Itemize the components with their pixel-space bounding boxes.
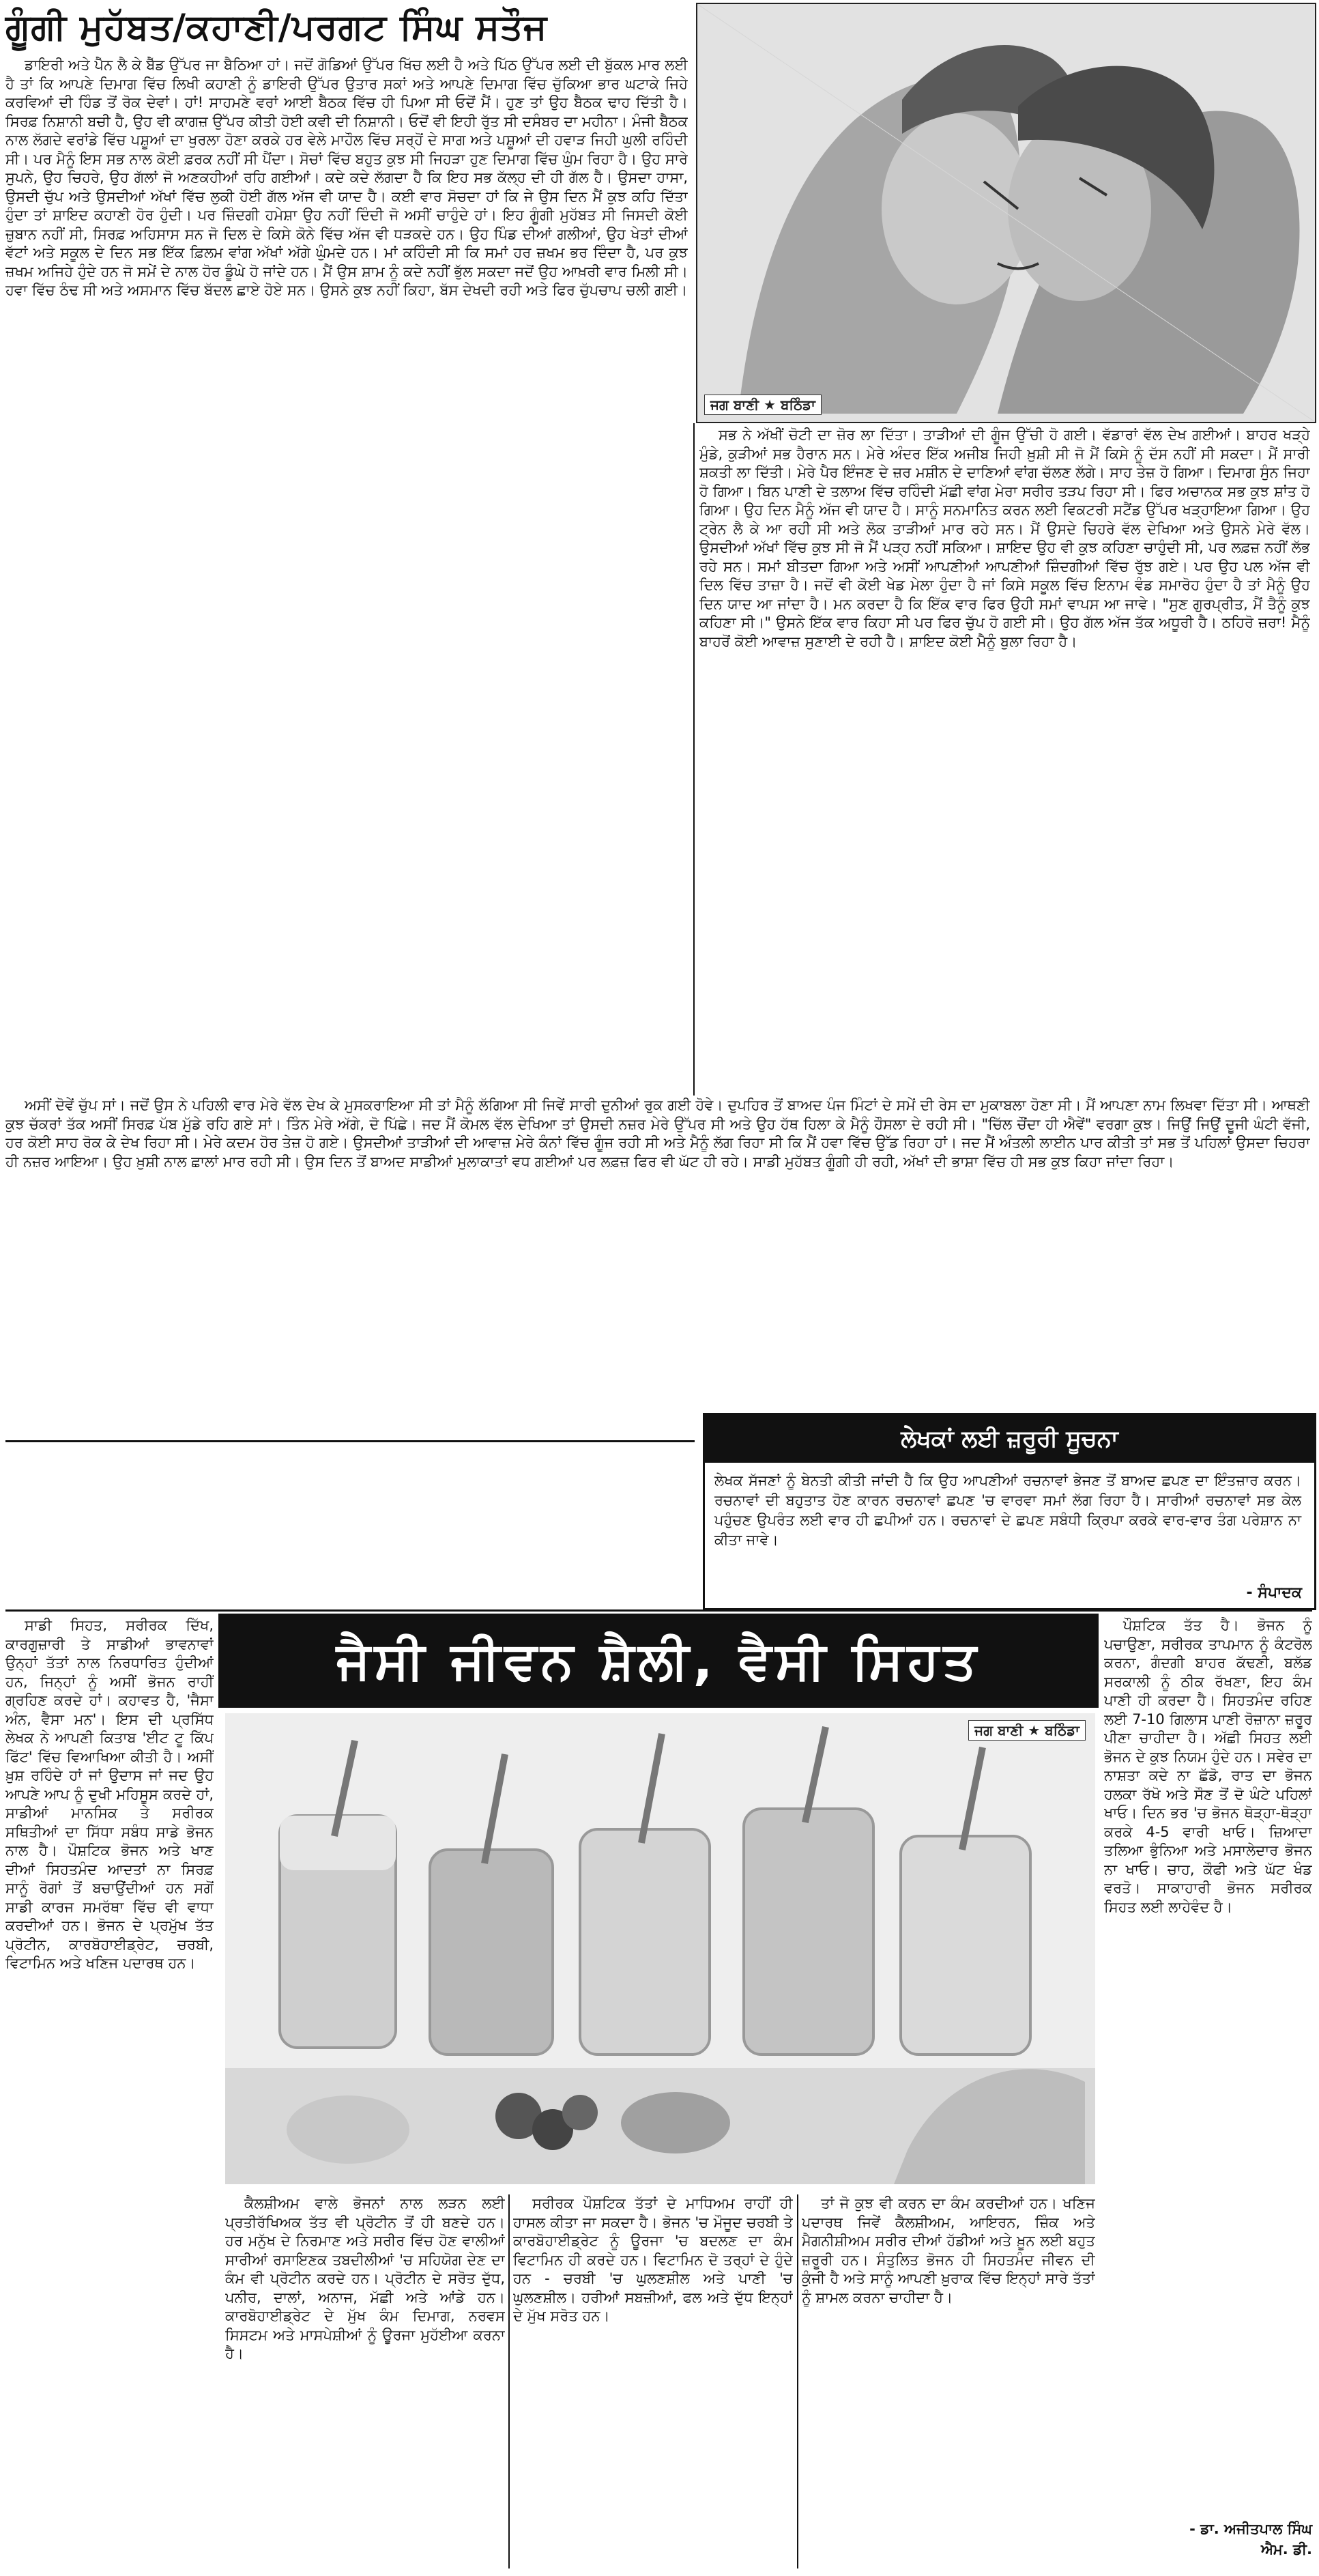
newspaper-watermark: ਜਗ ਬਾਣੀ ★ ਬਠਿੰਡਾ (704, 395, 822, 415)
section-divider (5, 1440, 695, 1442)
health-paragraph: ਤਾਂ ਜੋ ਕੁਝ ਵੀ ਕਰਨ ਦਾ ਕੰਮ ਕਰਦੀਆਂ ਹਨ। ਖਣਿਜ ਪਦਾਰਥ ਜਿਵੇਂ ਕੈਲਸ਼ੀਅਮ, ਆਇਰਨ, ਜ਼ਿੰਕ ਅਤੇ ਮੈਗਨੀਸ਼ੀਅਮ ਸਰੀਰ ਦੀਆਂ ਹੱਡੀਆਂ ਅਤੇ ਖ਼ੂਨ ਲਈ ਬਹੁਤ ਜ਼ਰੂਰੀ ਹਨ। ਸੰਤੁਲਿਤ ਭੋਜਨ ਹੀ ਸਿਹਤਮੰਦ ਜੀਵਨ ਦੀ ਕੁੰਜੀ ਹੈ ਅਤੇ ਸਾਨੂੰ ਆਪਣੀ ਖ਼ੁਰਾਕ ਵਿੱਚ ਇਨ੍ਹਾਂ ਸਾਰੇ ਤੱਤਾਂ ਨੂੰ ਸ਼ਾਮਲ ਕਰਨਾ ਚਾਹੀਦਾ ਹੈ। (802, 2195, 1095, 2306)
notice-heading: ਲੇਖਕਾਂ ਲਈ ਜ਼ਰੂਰੀ ਸੂਚਨਾ (705, 1415, 1314, 1463)
health-paragraph: ਕੈਲਸ਼ੀਅਮ ਵਾਲੇ ਭੋਜਨਾਂ ਨਾਲ ਲੜਨ ਲਈ ਪ੍ਰਤੀਰੱਖਿਅਕ ਤੱਤ ਵੀ ਪ੍ਰੋਟੀਨ ਤੋਂ ਹੀ ਬਣਦੇ ਹਨ। ਹਰ ਮਨੁੱਖ ਦੇ ਨਿਰਮਾਣ ਅਤੇ ਸਰੀਰ ਵਿੱਚ ਹੋਣ ਵਾਲੀਆਂ ਸਾਰੀਆਂ ਰਸਾਇਣਕ ਤਬਦੀਲੀਆਂ 'ਚ ਸਹਿਯੋਗ ਦੇਣ ਦਾ ਕੰਮ ਵੀ ਪ੍ਰੋਟੀਨ ਕਰਦੇ ਹਨ। ਪ੍ਰੋਟੀਨ ਦੇ ਸਰੋਤ ਦੁੱਧ, ਪਨੀਰ, ਦਾਲਾਂ, ਅਨਾਜ, ਮੱਛੀ ਅਤੇ ਆਂਡੇ ਹਨ। ਕਾਰਬੋਹਾਈਡ੍ਰੇਟ ਦੇ ਮੁੱਖ ਕੰਮ ਦਿਮਾਗ, ਨਰਵਸ ਸਿਸਟਮ ਅਤੇ ਮਾਸਪੇਸ਼ੀਆਂ ਨੂੰ ਊਰਜਾ ਮੁਹੱਈਆ ਕਰਨਾ ਹੈ। (225, 2195, 505, 2362)
column-divider (797, 2194, 798, 2568)
newspaper-watermark: ਜਗ ਬਾਣੀ ★ ਬਠਿੰਡਾ (968, 1720, 1086, 1741)
health-author-byline: - ਡਾ. ਅਜੀਤਪਾਲ ਸਿੰਘ ਐਮ. ਡੀ. (1189, 2521, 1312, 2558)
health-column-2 (513, 2194, 793, 2568)
notice-signature: - ਸੰਪਾਦਕ (1246, 1584, 1302, 1601)
column-divider (508, 2194, 510, 2568)
story-paragraph: ਡਾਇਰੀ ਅਤੇ ਪੈੱਨ ਲੈ ਕੇ ਬੈੱਡ ਉੱਪਰ ਜਾ ਬੈਠਿਆ ਹਾਂ। ਜਦੋਂ ਗੋਡਿਆਂ ਉੱਪਰ ਖਿੱਚ ਲਈ ਹੈ ਅਤੇ ਪਿੱਠ ਉੱਪਰ ਲਈ ਦੀ ਬੁੱਕਲ ਮਾਰ ਲਈ ਹੈ ਤਾਂ ਕਿ ਆਪਣੇ ਦਿਮਾਗ ਵਿੱਚ ਲਿਖੀ ਕਹਾਣੀ ਨੂੰ ਡਾਇਰੀ ਉੱਪਰ ਉਤਾਰ ਸਕਾਂ ਅਤੇ ਆਪਣੇ ਦਿਮਾਗ ਵਿੱਚ ਚੁੱਕਿਆ ਭਾਰ ਘਟਾਕੇ ਜਿਹੇ ਕਰਵਿਆਂ ਦੀ ਹਿੰਡ ਤੋਂ ਰੋਕ ਦੇਵਾਂ। ਹਾਂ! ਸਾਹਮਣੇ ਵਰਾਂ ਆਈ ਬੈਠਕ ਵਿੱਚ ਹੀ ਪਿਆ ਸੀ ਓਦੋਂ ਮੈਂ। ਹੁਣ ਤਾਂ ਉਹ ਬੈਠਕ ਢਾਹ ਦਿੱਤੀ ਹੈ। ਸਿਰਫ਼ ਨਿਸ਼ਾਨੀ ਬਚੀ ਹੈ, ਉਹ ਵੀ ਕਾਗਜ਼ ਉੱਪਰ ਕੀਤੀ ਹੋਈ ਕਵੀ ਦੀ ਨਿਸ਼ਾਨੀ। ਓਦੋਂ ਵੀ ਇਹੀ ਰੁੱਤ ਸੀ ਦਸੰਬਰ ਦਾ ਮਹੀਨਾ। ਮੰਜੀ ਬੈਠਕ ਨਾਲ ਲੱਗਦੇ ਵਰਾਂਡੇ ਵਿੱਚ ਪਸ਼ੂਆਂ ਦਾ ਖੁਰਲਾ ਹੋਣਾ ਕਰਕੇ ਹਰ ਵੇਲੇ ਮਾਹੌਲ ਵਿੱਚ ਸਰ੍ਹੋਂ ਦੇ ਸਾਗ ਅਤੇ ਪਸ਼ੂਆਂ ਦੀ ਹਵਾੜ ਜਿਹੀ ਘੁਲੀ ਰਹਿੰਦੀ ਸੀ। ਪਰ ਮੈਨੂੰ ਇਸ ਸਭ ਨਾਲ ਕੋਈ ਫ਼ਰਕ ਨਹੀਂ ਸੀ ਪੈਂਦਾ। ਸੋਚਾਂ ਵਿੱਚ ਬਹੁਤ ਕੁਝ ਸੀ ਜਿਹੜਾ ਹੁਣ ਦਿਮਾਗ ਵਿੱਚ ਘੁੰਮ ਰਿਹਾ ਹੈ। ਉਹ ਸਾਰੇ ਸੁਪਨੇ, ਉਹ ਚਿਹਰੇ, ਉਹ ਗੱਲਾਂ ਜੋ ਅਣਕਹੀਆਂ ਰਹਿ ਗਈਆਂ। ਕਦੇ ਕਦੇ ਲੱਗਦਾ ਹੈ ਕਿ ਇਹ ਸਭ ਕੱਲ੍ਹ ਦੀ ਹੀ ਗੱਲ ਹੈ। ਉਸਦਾ ਹਾਸਾ, ਉਸਦੀ ਚੁੱਪ ਅਤੇ ਉਸਦੀਆਂ ਅੱਖਾਂ ਵਿੱਚ ਲੁਕੀ ਹੋਈ ਗੱਲ ਅੱਜ ਵੀ ਯਾਦ ਹੈ। ਕਈ ਵਾਰ ਸੋਚਦਾ ਹਾਂ ਕਿ ਜੇ ਉਸ ਦਿਨ ਮੈਂ ਕੁਝ ਕਹਿ ਦਿੱਤਾ ਹੁੰਦਾ ਤਾਂ ਸ਼ਾਇਦ ਕਹਾਣੀ ਹੋਰ ਹੁੰਦੀ। ਪਰ ਜ਼ਿੰਦਗੀ ਹਮੇਸ਼ਾ ਉਹ ਨਹੀਂ ਦਿੰਦੀ ਜੋ ਅਸੀਂ ਚਾਹੁੰਦੇ ਹਾਂ। ਇਹ ਗੂੰਗੀ ਮੁਹੱਬਤ ਸੀ ਜਿਸਦੀ ਕੋਈ ਜ਼ੁਬਾਨ ਨਹੀਂ ਸੀ, ਸਿਰਫ਼ ਅਹਿਸਾਸ ਸਨ ਜੋ ਦਿਲ ਦੇ ਕਿਸੇ ਕੋਨੇ ਵਿੱਚ ਅੱਜ ਵੀ ਧੜਕਦੇ ਹਨ। ਉਹ ਪਿੰਡ ਦੀਆਂ ਗਲੀਆਂ, ਉਹ ਖੇਤਾਂ ਦੀਆਂ ਵੱਟਾਂ ਅਤੇ ਸਕੂਲ ਦੇ ਦਿਨ ਸਭ ਇੱਕ ਫ਼ਿਲਮ ਵਾਂਗ ਅੱਖਾਂ ਅੱਗੇ ਘੁੰਮਦੇ ਹਨ। ਮਾਂ ਕਹਿੰਦੀ ਸੀ ਕਿ ਸਮਾਂ ਹਰ ਜ਼ਖਮ ਭਰ ਦਿੰਦਾ ਹੈ, ਪਰ ਕੁਝ ਜ਼ਖਮ ਅਜਿਹੇ ਹੁੰਦੇ ਹਨ ਜੋ ਸਮੇਂ ਦੇ ਨਾਲ ਹੋਰ ਡੂੰਘੇ ਹੋ ਜਾਂਦੇ ਹਨ। ਮੈਂ ਉਸ ਸ਼ਾਮ ਨੂੰ ਕਦੇ ਨਹੀਂ ਭੁੱਲ ਸਕਦਾ ਜਦੋਂ ਉਹ ਆਖ਼ਰੀ ਵਾਰ ਮਿਲੀ ਸੀ। ਹਵਾ ਵਿੱਚ ਠੰਢ ਸੀ ਅਤੇ ਅਸਮਾਨ ਵਿੱਚ ਬੱਦਲ ਛਾਏ ਹੋਏ ਸਨ। ਉਸਨੇ ਕੁਝ ਨਹੀਂ ਕਿਹਾ, ਬੱਸ ਦੇਖਦੀ ਰਹੀ ਅਤੇ ਫਿਰ ਚੁੱਪਚਾਪ ਚਲੀ ਗਈ। (5, 57, 688, 298)
notice-body: ਲੇਖਕ ਸੱਜਣਾਂ ਨੂੰ ਬੇਨਤੀ ਕੀਤੀ ਜਾਂਦੀ ਹੈ ਕਿ ਉਹ ਆਪਣੀਆਂ ਰਚਨਾਵਾਂ ਭੇਜਣ ਤੋਂ ਬਾਅਦ ਛਪਣ ਦਾ ਇੰਤਜ਼ਾਰ ਕਰਨ। ਰਚਨਾਵਾਂ ਦੀ ਬਹੁਤਾਤ ਹੋਣ ਕਾਰਨ ਰਚਨਾਵਾਂ ਛਪਣ 'ਚ ਵਾਰਵਾ ਸਮਾਂ ਲੱਗ ਰਿਹਾ ਹੈ। ਸਾਰੀਆਂ ਰਚਨਾਵਾਂ ਸਭ ਕੇਲ ਪਹੁੰਚਣ ਉਪਰੰਤ ਲਈ ਵਾਰ ਹੀ ਛਪੀਆਂ ਹਨ। ਰਚਨਾਵਾਂ ਦੇ ਛਪਣ ਸਬੰਧੀ ਕ੍ਰਿਪਾ ਕਰਕੇ ਵਾਰ-ਵਾਰ ਤੰਗ ਪਰੇਸ਼ਾਨ ਨਾ ਕੀਤਾ ਜਾਵੇ। (714, 1472, 1301, 1548)
story-paragraph: ਸਭ ਨੇ ਅੱਖੀਂ ਚੋਟੀ ਦਾ ਜ਼ੋਰ ਲਾ ਦਿੱਤਾ। ਤਾੜੀਆਂ ਦੀ ਗੂੰਜ ਉੱਚੀ ਹੋ ਗਈ। ਵੱਡਾਰਾਂ ਵੱਲ ਦੇਖ ਗਈਆਂ। ਬਾਹਰ ਖੜ੍ਹੇ ਮੁੰਡੇ, ਕੁੜੀਆਂ ਸਭ ਹੈਰਾਨ ਸਨ। ਮੇਰੇ ਅੰਦਰ ਇੱਕ ਅਜੀਬ ਜਿਹੀ ਖ਼ੁਸ਼ੀ ਸੀ ਜੋ ਮੈਂ ਕਿਸੇ ਨੂੰ ਦੱਸ ਨਹੀਂ ਸੀ ਸਕਦਾ। ਮੈਂ ਸਾਰੀ ਸ਼ਕਤੀ ਲਾ ਦਿੱਤੀ। ਮੇਰੇ ਪੈਰ ਇੰਜਣ ਦੇ ਜ਼ਰ ਮਸ਼ੀਨ ਦੇ ਦਾਣਿਆਂ ਵਾਂਗ ਚੱਲਣ ਲੱਗੇ। ਸਾਹ ਤੇਜ਼ ਹੋ ਗਿਆ। ਦਿਮਾਗ ਸੁੰਨ ਜਿਹਾ ਹੋ ਗਿਆ। ਬਿਨ ਪਾਣੀ ਦੇ ਤਲਾਅ ਵਿੱਚ ਰਹਿੰਦੀ ਮੱਛੀ ਵਾਂਗ ਮੇਰਾ ਸਰੀਰ ਤੜਪ ਰਿਹਾ ਸੀ। ਫਿਰ ਅਚਾਨਕ ਸਭ ਕੁਝ ਸ਼ਾਂਤ ਹੋ ਗਿਆ। ਉਹ ਦਿਨ ਮੈਨੂੰ ਅੱਜ ਵੀ ਯਾਦ ਹੈ। ਸਾਨੂੰ ਸਨਮਾਨਿਤ ਕਰਨ ਲਈ ਵਿਕਟਰੀ ਸਟੈਂਡ ਉੱਪਰ ਖੜ੍ਹਾਇਆ ਗਿਆ। ਉਹ ਟ੍ਰੇਨ ਲੈ ਕੇ ਆ ਰਹੀ ਸੀ ਅਤੇ ਲੋਕ ਤਾੜੀਆਂ ਮਾਰ ਰਹੇ ਸਨ। ਮੈਂ ਉਸਦੇ ਚਿਹਰੇ ਵੱਲ ਦੇਖਿਆ ਅਤੇ ਉਸਨੇ ਮੇਰੇ ਵੱਲ। ਉਸਦੀਆਂ ਅੱਖਾਂ ਵਿੱਚ ਕੁਝ ਸੀ ਜੋ ਮੈਂ ਪੜ੍ਹ ਨਹੀਂ ਸਕਿਆ। ਸ਼ਾਇਦ ਉਹ ਵੀ ਕੁਝ ਕਹਿਣਾ ਚਾਹੁੰਦੀ ਸੀ, ਪਰ ਲਫ਼ਜ਼ ਨਹੀਂ ਲੱਭ ਰਹੇ ਸਨ। ਸਮਾਂ ਬੀਤਦਾ ਗਿਆ ਅਤੇ ਅਸੀਂ ਆਪਣੀਆਂ ਆਪਣੀਆਂ ਜ਼ਿੰਦਗੀਆਂ ਵਿੱਚ ਰੁੱਝ ਗਏ। ਪਰ ਉਹ ਪਲ ਅੱਜ ਵੀ ਦਿਲ ਵਿੱਚ ਤਾਜ਼ਾ ਹੈ। ਜਦੋਂ ਵੀ ਕੋਈ ਖੇਡ ਮੇਲਾ ਹੁੰਦਾ ਹੈ ਜਾਂ ਕਿਸੇ ਸਕੂਲ ਵਿੱਚ ਇਨਾਮ ਵੰਡ ਸਮਾਰੋਹ ਹੁੰਦਾ ਹੈ ਤਾਂ ਮੈਨੂੰ ਉਹ ਦਿਨ ਯਾਦ ਆ ਜਾਂਦਾ ਹੈ। ਮਨ ਕਰਦਾ ਹੈ ਕਿ ਇੱਕ ਵਾਰ ਫਿਰ ਉਹੀ ਸਮਾਂ ਵਾਪਸ ਆ ਜਾਵੇ। "ਸੁਣ ਗੁਰਪ੍ਰੀਤ, ਮੈਂ ਤੈਨੂੰ ਕੁਝ ਕਹਿਣਾ ਸੀ।" ਉਸਨੇ ਇੱਕ ਵਾਰ ਕਿਹਾ ਸੀ ਪਰ ਫਿਰ ਚੁੱਪ ਹੋ ਗਈ ਸੀ। ਉਹ ਗੱਲ ਅੱਜ ਤੱਕ ਅਧੂਰੀ ਹੈ। ਠਹਿਰੋ ਜ਼ਰਾ! ਮੈਨੂੰ ਬਾਹਰੋਂ ਕੋਈ ਆਵਾਜ਼ ਸੁਣਾਈ ਦੇ ਰਹੀ ਹੈ। ਸ਼ਾਇਦ ਕੋਈ ਮੈਨੂੰ ਬੁਲਾ ਰਿਹਾ ਹੈ। (699, 427, 1310, 650)
smoothie-jars-image (225, 1713, 1095, 2184)
story-illustration (696, 3, 1316, 423)
section-divider (5, 1609, 1312, 1612)
column-divider (693, 423, 695, 1096)
health-column-right (1104, 1616, 1312, 2510)
story-column-right (699, 426, 1310, 1091)
health-paragraph: ਸਰੀਰਕ ਪੌਸ਼ਟਿਕ ਤੱਤਾਂ ਦੇ ਮਾਧਿਅਮ ਰਾਹੀਂ ਹੀ ਹਾਸਲ ਕੀਤਾ ਜਾ ਸਕਦਾ ਹੈ। ਭੋਜਨ 'ਚ ਮੌਜੂਦ ਚਰਬੀ ਤੇ ਕਾਰਬੋਹਾਈਡ੍ਰੇਟ ਨੂੰ ਊਰਜਾ 'ਚ ਬਦਲਣ ਦਾ ਕੰਮ ਵਿਟਾਮਿਨ ਹੀ ਕਰਦੇ ਹਨ। ਵਿਟਾਮਿਨ ਦੋ ਤਰ੍ਹਾਂ ਦੇ ਹੁੰਦੇ ਹਨ - ਚਰਬੀ 'ਚ ਘੁਲਣਸ਼ੀਲ ਅਤੇ ਪਾਣੀ 'ਚ ਘੁਲਣਸ਼ੀਲ। ਹਰੀਆਂ ਸਬਜ਼ੀਆਂ, ਫਲ ਅਤੇ ਦੁੱਧ ਇਨ੍ਹਾਂ ਦੇ ਮੁੱਖ ਸਰੋਤ ਹਨ। (513, 2195, 793, 2324)
story-paragraph: ਅਸੀਂ ਦੋਵੇਂ ਚੁੱਪ ਸਾਂ। ਜਦੋਂ ਉਸ ਨੇ ਪਹਿਲੀ ਵਾਰ ਮੇਰੇ ਵੱਲ ਦੇਖ ਕੇ ਮੁਸਕਰਾਇਆ ਸੀ ਤਾਂ ਮੈਨੂੰ ਲੱਗਿਆ ਸੀ ਜਿਵੇਂ ਸਾਰੀ ਦੁਨੀਆਂ ਰੁਕ ਗਈ ਹੋਵੇ। ਦੁਪਹਿਰ ਤੋਂ ਬਾਅਦ ਪੰਜ ਮਿੰਟਾਂ ਦੇ ਸਮੇਂ ਦੀ ਰੇਸ ਦਾ ਮੁਕਾਬਲਾ ਹੋਣਾ ਸੀ। ਮੈਂ ਆਪਣਾ ਨਾਮ ਲਿਖਵਾ ਦਿੱਤਾ ਸੀ। ਆਥਣੀ ਕੁਝ ਚੱਕਰਾਂ ਤੱਕ ਅਸੀਂ ਸਿਰਫ਼ ਪੱਬ ਮੁੱਡੇ ਰਹਿ ਗਏ ਸਾਂ। ਤਿੰਨ ਮੇਰੇ ਅੱਗੇ, ਦੋ ਪਿੱਛੇ। ਜਦ ਮੈਂ ਕੋਮਲ ਵੱਲ ਦੇਖਿਆ ਤਾਂ ਉਸਦੀ ਨਜ਼ਰ ਮੇਰੇ ਉੱਪਰ ਸੀ ਅਤੇ ਉਹ ਹੱਥ ਹਿਲਾ ਕੇ ਮੈਨੂੰ ਹੌਸਲਾ ਦੇ ਰਹੀ ਸੀ। "ਚਿੱਲ ਚੌਂਦਾ ਹੀ ਐਵੇਂ" ਵਰਗਾ ਕੁਝ। ਜਿਉਂ ਜਿਉਂ ਦੂਜੀ ਘੰਟੀ ਵੱਜੀ, ਹਰ ਕੋਈ ਸਾਹ ਰੋਕ ਕੇ ਦੇਖ ਰਿਹਾ ਸੀ। ਮੇਰੇ ਕਦਮ ਹੋਰ ਤੇਜ਼ ਹੋ ਗਏ। ਉਸਦੀਆਂ ਤਾੜੀਆਂ ਦੀ ਆਵਾਜ਼ ਮੇਰੇ ਕੰਨਾਂ ਵਿੱਚ ਗੂੰਜ ਰਹੀ ਸੀ ਅਤੇ ਮੈਨੂੰ ਲੱਗ ਰਿਹਾ ਸੀ ਕਿ ਮੈਂ ਹਵਾ ਵਿੱਚ ਉੱਡ ਰਿਹਾ ਹਾਂ। ਜਦ ਮੈਂ ਅੰਤਲੀ ਲਾਈਨ ਪਾਰ ਕੀਤੀ ਤਾਂ ਸਭ ਤੋਂ ਪਹਿਲਾਂ ਉਸਦਾ ਚਿਹਰਾ ਹੀ ਨਜ਼ਰ ਆਇਆ। ਉਹ ਖ਼ੁਸ਼ੀ ਨਾਲ ਛਾਲਾਂ ਮਾਰ ਰਹੀ ਸੀ। ਉਸ ਦਿਨ ਤੋਂ ਬਾਅਦ ਸਾਡੀਆਂ ਮੁਲਾਕਾਤਾਂ ਵਧ ਗਈਆਂ ਪਰ ਲਫ਼ਜ਼ ਫਿਰ ਵੀ ਘੱਟ ਹੀ ਰਹੇ। ਸਾਡੀ ਮੁਹੱਬਤ ਗੂੰਗੀ ਹੀ ਰਹੀ, ਅੱਖਾਂ ਦੀ ਭਾਸ਼ਾ ਵਿੱਚ ਹੀ ਸਭ ਕੁਝ ਕਿਹਾ ਜਾਂਦਾ ਰਿਹਾ। (5, 1097, 1310, 1170)
health-paragraph: ਪੌਸ਼ਟਿਕ ਤੱਤ ਹੈ। ਭੋਜਨ ਨੂੰ ਪਚਾਉਣਾ, ਸਰੀਰਕ ਤਾਪਮਾਨ ਨੂੰ ਕੰਟਰੋਲ ਕਰਨਾ, ਗੰਦਗੀ ਬਾਹਰ ਕੱਢਣੀ, ਬਲੱਡ ਸਰਕਾਲੀ ਨੂੰ ਠੀਕ ਰੱਖਣਾ, ਇਹ ਕੰਮ ਪਾਣੀ ਹੀ ਕਰਦਾ ਹੈ। ਸਿਹਤਮੰਦ ਰਹਿਣ ਲਈ 7-10 ਗਿਲਾਸ ਪਾਣੀ ਰੋਜ਼ਾਨਾ ਜ਼ਰੂਰ ਪੀਣਾ ਚਾਹੀਦਾ ਹੈ। ਅੱਛੀ ਸਿਹਤ ਲਈ ਭੋਜਨ ਦੇ ਕੁਝ ਨਿਯਮ ਹੁੰਦੇ ਹਨ। ਸਵੇਰ ਦਾ ਨਾਸ਼ਤਾ ਕਦੇ ਨਾ ਛੱਡੋ, ਰਾਤ ਦਾ ਭੋਜਨ ਹਲਕਾ ਰੱਖੋ ਅਤੇ ਸੌਣ ਤੋਂ ਦੋ ਘੰਟੇ ਪਹਿਲਾਂ ਖਾਓ। ਦਿਨ ਭਰ 'ਚ ਭੋਜਨ ਥੋੜ੍ਹਾ-ਥੋੜ੍ਹਾ ਕਰਕੇ 4-5 ਵਾਰੀ ਖਾਓ। ਜ਼ਿਆਦਾ ਤਲਿਆ ਭੁੰਨਿਆ ਅਤੇ ਮਸਾਲੇਦਾਰ ਭੋਜਨ ਨਾ ਖਾਓ। ਚਾਹ, ਕੌਫੀ ਅਤੇ ਘੱਟ ਖੰਡ ਵਰਤੋ। ਸਾਕਾਹਾਰੀ ਭੋਜਨ ਸਰੀਰਕ ਸਿਹਤ ਲਈ ਲਾਹੇਵੰਦ ਹੈ। (1104, 1617, 1312, 1915)
story-title: ਗੂੰਗੀ ਮੁਹੱਬਤ/ਕਹਾਣੀ/ਪਰਗਟ ਸਿੰਘ ਸਤੌਜ (5, 7, 548, 48)
health-column-1 (225, 2194, 505, 2568)
health-column-left (5, 1616, 214, 2568)
writers-notice-box (703, 1413, 1316, 1610)
health-column-3 (802, 2194, 1095, 2568)
health-illustration (225, 1713, 1095, 2184)
health-paragraph: ਸਾਡੀ ਸਿਹਤ, ਸਰੀਰਕ ਦਿੱਖ, ਕਾਰਗੁਜ਼ਾਰੀ ਤੇ ਸਾਡੀਆਂ ਭਾਵਨਾਵਾਂ ਉਨ੍ਹਾਂ ਤੱਤਾਂ ਨਾਲ ਨਿਰਧਾਰਿਤ ਹੁੰਦੀਆਂ ਹਨ, ਜਿਨ੍ਹਾਂ ਨੂੰ ਅਸੀਂ ਭੋਜਨ ਰਾਹੀਂ ਗ੍ਰਹਿਣ ਕਰਦੇ ਹਾਂ। ਕਹਾਵਤ ਹੈ, 'ਜੈਸਾ ਅੰਨ, ਵੈਸਾ ਮਨ'। ਇਸ ਦੀ ਪ੍ਰਸਿੱਧ ਲੇਖਕ ਨੇ ਆਪਣੀ ਕਿਤਾਬ 'ਈਟ ਟੂ ਕਿੱਪ ਫਿੱਟ' ਵਿੱਚ ਵਿਆਖਿਆ ਕੀਤੀ ਹੈ। ਅਸੀਂ ਖ਼ੁਸ਼ ਰਹਿੰਦੇ ਹਾਂ ਜਾਂ ਉਦਾਸ ਜਾਂ ਜਦ ਉਹ ਆਪਣੇ ਆਪ ਨੂੰ ਦੁਖੀ ਮਹਿਸੂਸ ਕਰਦੇ ਹਾਂ, ਸਾਡੀਆਂ ਮਾਨਸਿਕ ਤੇ ਸਰੀਰਕ ਸਥਿਤੀਆਂ ਦਾ ਸਿੱਧਾ ਸਬੰਧ ਸਾਡੇ ਭੋਜਨ ਨਾਲ ਹੈ। ਪੌਸ਼ਟਿਕ ਭੋਜਨ ਅਤੇ ਖਾਣ ਦੀਆਂ ਸਿਹਤਮੰਦ ਆਦਤਾਂ ਨਾ ਸਿਰਫ਼ ਸਾਨੂੰ ਰੋਗਾਂ ਤੋਂ ਬਚਾਉਂਦੀਆਂ ਹਨ ਸਗੋਂ ਸਾਡੀ ਕਾਰਜ ਸਮਰੱਥਾ ਵਿੱਚ ਵੀ ਵਾਧਾ ਕਰਦੀਆਂ ਹਨ। ਭੋਜਨ ਦੇ ਪ੍ਰਮੁੱਖ ਤੱਤ ਪ੍ਰੋਟੀਨ, ਕਾਰਬੋਹਾਈਡ੍ਰੇਟ, ਚਰਬੀ, ਵਿਟਾਮਿਨ ਅਤੇ ਖਣਿਜ ਪਦਾਰਥ ਹਨ। (5, 1617, 214, 1971)
story-column-bottom (5, 1096, 1310, 1436)
couple-sketch-image (697, 4, 1315, 422)
health-article-title: ਜੈਸੀ ਜੀਵਨ ਸ਼ੈਲੀ, ਵੈਸੀ ਸਿਹਤ (218, 1614, 1099, 1708)
story-column-main (5, 56, 688, 1093)
